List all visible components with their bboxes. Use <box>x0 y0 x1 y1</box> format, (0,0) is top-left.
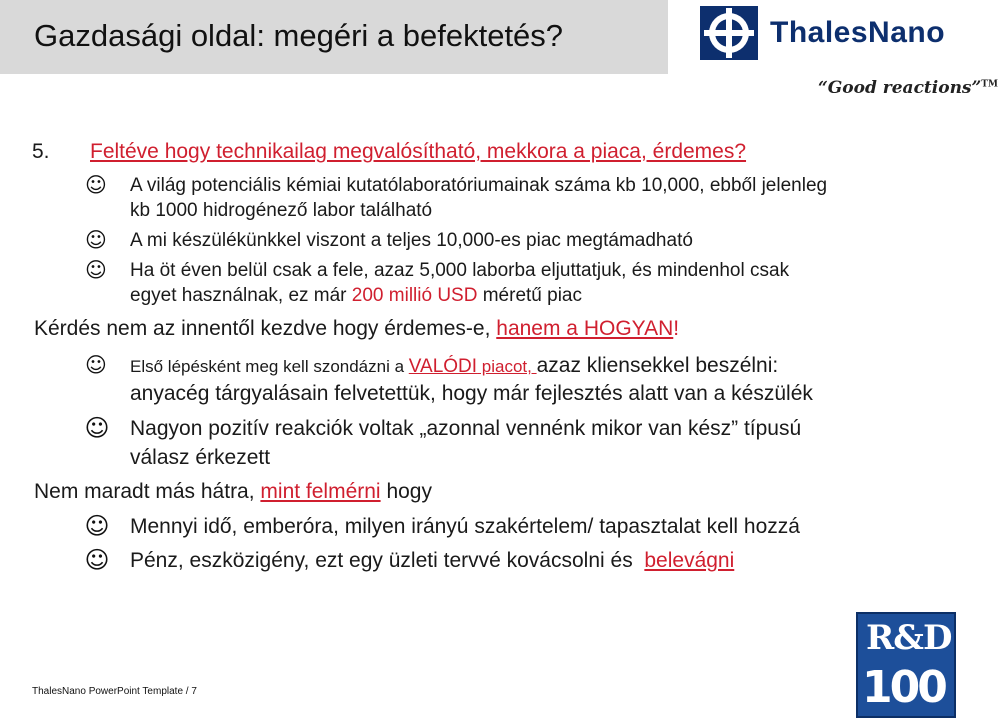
footer-text: ThalesNano PowerPoint Template / 7 <box>32 686 197 697</box>
remaining-highlight: mint felmérni <box>260 480 381 503</box>
tagline-text: “Good reactions” <box>818 78 982 98</box>
logo-tagline <box>818 78 998 98</box>
bullet-a2-line1: A mi készülékünkkel viszont a teljes 10,000-es piac megtámadható <box>130 230 693 251</box>
smiley-icon: ☺ <box>84 512 110 540</box>
bullet-c2-highlight: belevágni <box>644 549 735 572</box>
remaining-prefix: Nem maradt más hátra, <box>34 480 261 503</box>
smiley-icon: ☺ <box>85 258 107 282</box>
question-suffix: ! <box>673 317 680 340</box>
question-line <box>34 318 679 339</box>
thalesnano-logo-mark-icon <box>700 6 758 60</box>
point-number: 5. <box>32 140 50 163</box>
bullet-b2-line1: Nagyon pozitív reakciók voltak „azonnal vennénk mikor van kész” típusú <box>130 417 802 440</box>
bullet-b1-part1: Első lépésként meg kell szondázni a <box>130 357 409 376</box>
smiley-icon: ☺ <box>85 228 107 252</box>
badge-top-text: R&D <box>866 618 952 658</box>
bullet-a1-line1: A világ potenciális kémiai kutatólaboratóriumainak száma kb 10,000, ebből jelenleg <box>130 175 828 196</box>
smiley-icon: ☺ <box>85 173 107 197</box>
question-highlight: hanem a HOGYAN <box>496 317 674 340</box>
tagline-tm: TM <box>981 79 998 90</box>
remaining-line <box>34 481 432 502</box>
remaining-suffix: hogy <box>380 480 432 503</box>
bullet-b1-piacot: piacot, <box>477 357 537 376</box>
bullet-c2-prefix: Pénz, eszközigény, ezt egy üzleti tervvé kovácsolni és <box>130 549 645 572</box>
logo-wordmark: ThalesNano <box>770 16 946 49</box>
bullet-a3-line1: Ha öt éven belül csak a fele, azaz 5,000 laborba eljuttatjuk, és mindenhol csak <box>130 260 790 281</box>
market-size-highlight: 200 millió USD <box>351 285 478 306</box>
rd100-award-badge <box>856 612 956 718</box>
bullet-a1-line2: kb 1000 hidrogénező labor található <box>130 200 433 221</box>
smiley-icon: ☺ <box>84 414 110 442</box>
bullet-c1: Mennyi idő, emberóra, milyen irányú szakértelem/ tapasztalat kell hozzá <box>130 515 800 538</box>
bullet-a3-prefix: egyet használnak, ez már <box>130 285 352 306</box>
bullet-b1-valodi: VALÓDI <box>408 356 478 377</box>
thalesnano-logo <box>692 4 956 62</box>
smiley-icon: ☺ <box>85 353 107 377</box>
bullet-b1-line2: anyacég tárgyalásain felvetettük, hogy már fejlesztés alatt van a készülék <box>130 382 813 405</box>
point-5-text: Feltéve hogy technikailag megvalósítható, mekkora a piaca, érdemes? <box>90 140 747 163</box>
page-title: Gazdasági oldal: megéri a befektetés? <box>34 18 564 53</box>
smiley-icon: ☺ <box>84 546 110 574</box>
bullet-b1-part4: azaz kliensekkel beszélni: <box>536 354 779 377</box>
bullet-a3-suffix: méretű piac <box>477 285 582 306</box>
bullet-c2 <box>130 550 734 571</box>
bullet-b1-line1 <box>130 355 778 376</box>
bullet-b2-line2: válasz érkezett <box>130 446 271 469</box>
question-prefix: Kérdés nem az innentől kezdve hogy érdemes-e, <box>34 317 497 340</box>
badge-bottom-text: 100 <box>862 662 945 713</box>
bullet-a3-line2 <box>130 286 582 305</box>
